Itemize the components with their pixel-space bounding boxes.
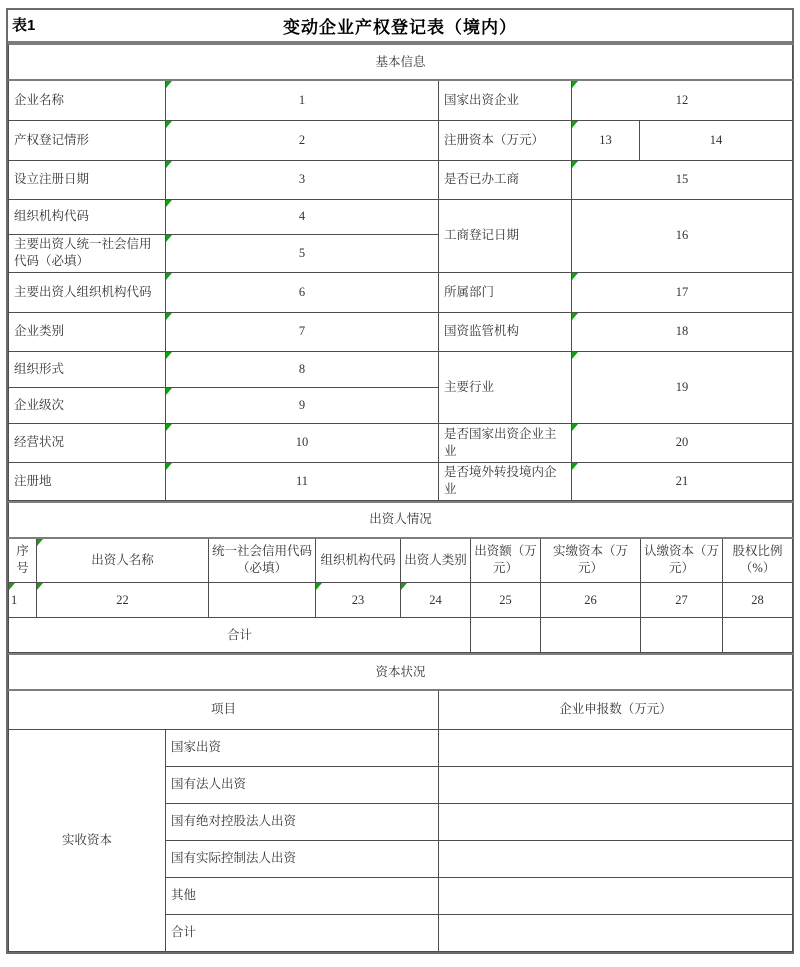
cell-value: 25: [499, 592, 512, 607]
cell-value: 1: [298, 92, 306, 107]
cell-org-code[interactable]: [166, 199, 439, 234]
cell-capital-total-amount[interactable]: [439, 914, 793, 951]
label-state-absolute-holding-contribution: 国有绝对控股法人出资: [166, 803, 439, 840]
cell-enterprise-level[interactable]: [166, 387, 439, 423]
cell-total-contribution[interactable]: [471, 618, 541, 653]
cell-value: 1: [11, 592, 18, 607]
cell-value: 23: [351, 592, 365, 607]
label-business-registration-date: 工商登记日期: [439, 199, 572, 272]
cell-value: 15: [675, 172, 689, 187]
cell-department[interactable]: [572, 272, 793, 312]
cell-state-legal-person-amount[interactable]: [439, 766, 793, 803]
cell-registration-situation[interactable]: [166, 120, 439, 160]
cell-organization-form[interactable]: [166, 351, 439, 387]
section-header-investors: 出资人情况: [9, 502, 793, 538]
cell-overseas-reinvestment[interactable]: [572, 462, 793, 500]
cell-registered-capital-2[interactable]: [640, 120, 793, 160]
cell-marker-icon: [37, 583, 43, 590]
cell-value: 4: [298, 209, 306, 224]
col-header-paid-capital: 实缴资本（万元）: [541, 538, 641, 583]
cell-value: 2: [298, 132, 306, 147]
cell-state-actual-control-amount[interactable]: [439, 840, 793, 877]
cell-value: 12: [675, 92, 689, 107]
cell-marker-icon: [166, 388, 172, 395]
label-registered-location: 注册地: [9, 462, 166, 500]
cell-sasac-agency[interactable]: [572, 312, 793, 351]
cell-value: 18: [675, 324, 689, 339]
cell-value: 27: [675, 592, 688, 607]
cell-investor-contribution[interactable]: [471, 583, 541, 618]
cell-value: 11: [295, 473, 309, 488]
label-operating-status: 经营状况: [9, 423, 166, 462]
cell-total-paid-capital[interactable]: [541, 618, 641, 653]
col-header-item: 项目: [9, 690, 439, 729]
cell-business-registration-date[interactable]: [572, 199, 793, 272]
cell-investor-type[interactable]: [401, 583, 471, 618]
cell-is-main-business[interactable]: [572, 423, 793, 462]
label-org-code: 组织机构代码: [9, 199, 166, 234]
cell-value: 14: [709, 132, 723, 147]
cell-marker-icon: [572, 424, 578, 431]
cell-investor-seq[interactable]: [9, 583, 37, 618]
label-main-industry: 主要行业: [439, 351, 572, 423]
cell-marker-icon: [166, 463, 172, 470]
label-state-actual-control-contribution: 国有实际控制法人出资: [166, 840, 439, 877]
label-investors-total: 合计: [9, 618, 471, 653]
label-business-license-done: 是否已办工商: [439, 160, 572, 199]
capital-status-table: [8, 653, 793, 952]
label-capital-total: 合计: [166, 914, 439, 951]
label-is-main-business: 是否国家出资企业主业: [439, 423, 572, 462]
cell-investor-paid-capital[interactable]: [541, 583, 641, 618]
col-header-contribution: 出资额（万元）: [471, 538, 541, 583]
label-main-investor-credit-code: 主要出资人统一社会信用代码（必填）: [9, 234, 166, 272]
label-state-legal-person-contribution: 国有法人出资: [166, 766, 439, 803]
cell-value: 10: [295, 435, 309, 450]
label-paid-in-capital-group: 实收资本: [9, 729, 166, 951]
cell-investor-org-code[interactable]: [316, 583, 401, 618]
section-header-basic-info: 基本信息: [9, 44, 793, 80]
cell-value: 13: [599, 132, 612, 147]
cell-value: 8: [298, 361, 306, 376]
cell-marker-icon: [166, 235, 172, 242]
label-registration-situation: 产权登记情形: [9, 120, 166, 160]
cell-value: 21: [675, 473, 689, 488]
section-header-capital-status: 资本状况: [9, 654, 793, 690]
label-enterprise-name: 企业名称: [9, 80, 166, 120]
label-department: 所属部门: [439, 272, 572, 312]
cell-operating-status[interactable]: [166, 423, 439, 462]
cell-investor-credit-code[interactable]: [209, 583, 316, 618]
label-enterprise-level: 企业级次: [9, 387, 166, 423]
cell-enterprise-category[interactable]: [166, 312, 439, 351]
cell-marker-icon: [166, 273, 172, 280]
col-header-text: 出资人名称: [91, 552, 154, 567]
cell-marker-icon: [572, 313, 578, 320]
label-registered-capital: 注册资本（万元）: [439, 120, 572, 160]
col-header-investor-type: 出资人类别: [401, 538, 471, 583]
cell-value: 24: [429, 592, 442, 607]
col-header-credit-code: 统一社会信用代码（必填）: [209, 538, 316, 583]
label-state-funded-enterprise: 国家出资企业: [439, 80, 572, 120]
cell-marker-icon: [572, 352, 578, 359]
cell-marker-icon: [572, 81, 578, 88]
cell-main-investor-org-code[interactable]: [166, 272, 439, 312]
cell-value: 3: [298, 172, 306, 187]
cell-value: 19: [675, 379, 689, 394]
registration-form: [6, 8, 794, 954]
col-header-seq: 序号: [9, 538, 37, 583]
label-establishment-date: 设立注册日期: [9, 160, 166, 199]
cell-investor-subscribed-capital[interactable]: [641, 583, 723, 618]
form-title: 变动企业产权登记表（境内）: [283, 18, 517, 37]
cell-value: 17: [675, 284, 689, 299]
cell-marker-icon: [166, 352, 172, 359]
col-header-org-code: 组织机构代码: [316, 538, 401, 583]
title-bar: [8, 10, 792, 43]
label-enterprise-category: 企业类别: [9, 312, 166, 351]
label-organization-form: 组织形式: [9, 351, 166, 387]
col-header-subscribed-capital: 认缴资本（万元）: [641, 538, 723, 583]
cell-total-subscribed-capital[interactable]: [641, 618, 723, 653]
cell-investor-name[interactable]: [37, 583, 209, 618]
cell-marker-icon: [572, 121, 578, 128]
cell-value: 20: [675, 435, 689, 450]
cell-total-equity-ratio[interactable]: [723, 618, 793, 653]
cell-marker-icon: [166, 161, 172, 168]
cell-state-contribution-amount[interactable]: [439, 729, 793, 766]
cell-establishment-date[interactable]: [166, 160, 439, 199]
cell-marker-icon: [166, 200, 172, 207]
col-header-declared-amount: 企业申报数（万元）: [439, 690, 793, 729]
cell-marker-icon: [9, 583, 15, 590]
cell-state-funded-enterprise[interactable]: [572, 80, 793, 120]
label-main-investor-org-code: 主要出资人组织机构代码: [9, 272, 166, 312]
cell-investor-equity-ratio[interactable]: [723, 583, 793, 618]
label-overseas-reinvestment: 是否境外转投境内企业: [439, 462, 572, 500]
cell-value: 26: [584, 592, 597, 607]
cell-registered-capital-1[interactable]: [572, 120, 640, 160]
label-sasac-agency: 国资监管机构: [439, 312, 572, 351]
investor-total-row: [9, 618, 793, 653]
cell-registered-location[interactable]: [166, 462, 439, 500]
cell-marker-icon: [572, 273, 578, 280]
investor-row: [9, 583, 793, 618]
cell-value: 5: [298, 245, 306, 260]
cell-marker-icon: [572, 463, 578, 470]
form-number: 表1: [12, 17, 36, 34]
col-header-equity-ratio: 股权比例（%）: [723, 538, 793, 583]
cell-other-contribution-amount[interactable]: [439, 877, 793, 914]
cell-value: 28: [751, 592, 764, 607]
cell-value: 9: [298, 397, 306, 412]
cell-marker-icon: [166, 313, 172, 320]
cell-value: 16: [675, 228, 689, 243]
cell-marker-icon: [37, 539, 43, 546]
cell-business-license-done[interactable]: [572, 160, 793, 199]
cell-marker-icon: [572, 161, 578, 168]
label-state-contribution: 国家出资: [166, 729, 439, 766]
cell-marker-icon: [166, 81, 172, 88]
col-header-investor-name: [37, 538, 209, 583]
cell-value: 6: [298, 284, 306, 299]
cell-value: 22: [116, 592, 129, 607]
cell-marker-icon: [166, 121, 172, 128]
cell-enterprise-name[interactable]: [166, 80, 439, 120]
cell-marker-icon: [401, 583, 407, 590]
label-other-contribution: 其他: [166, 877, 439, 914]
cell-value: 7: [298, 324, 306, 339]
cell-marker-icon: [316, 583, 322, 590]
basic-info-table: [8, 43, 793, 501]
cell-state-absolute-holding-amount[interactable]: [439, 803, 793, 840]
cell-marker-icon: [166, 424, 172, 431]
cell-main-investor-credit-code[interactable]: [166, 234, 439, 272]
investors-table: [8, 501, 793, 654]
cell-main-industry[interactable]: [572, 351, 793, 423]
